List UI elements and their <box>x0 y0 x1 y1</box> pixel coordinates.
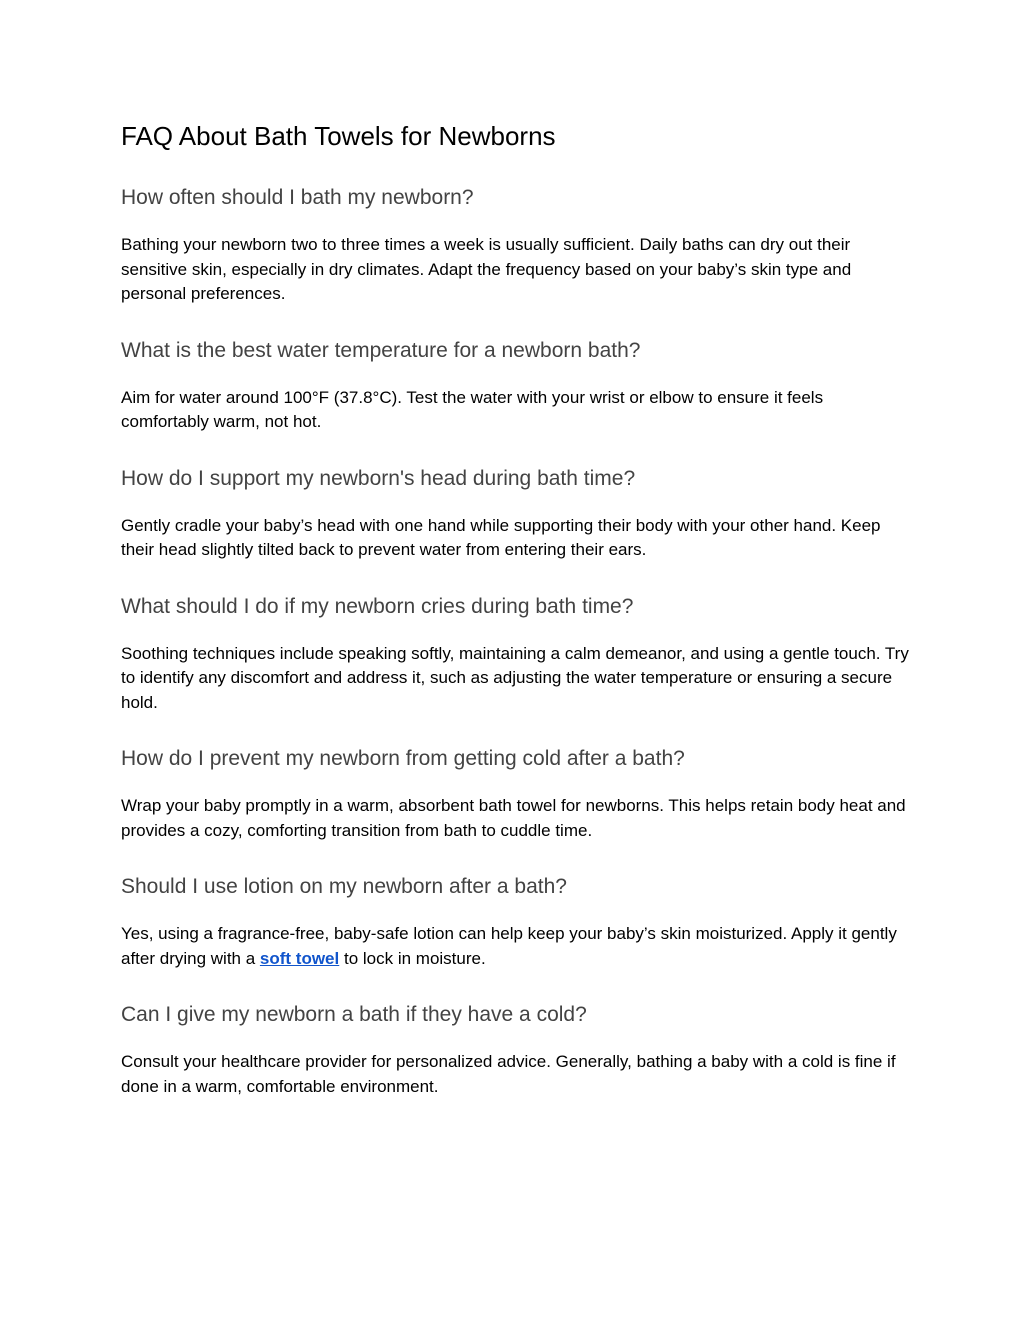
faq-question: How do I prevent my newborn from getting cold after a bath? <box>121 747 685 770</box>
faq-answer: Wrap your baby promptly in a warm, absorbent bath towel for newborns. This helps retain body heat and provides a cozy, comforting transition from bath to cuddle time. <box>121 796 906 840</box>
faq-item-bath-frequency <box>121 183 911 307</box>
faq-answer: Soothing techniques include speaking softly, maintaining a calm demeanor, and using a gentle touch. Try to identify any discomfort and address it, such as adjusting the water temperature or ensuring a secure hold. <box>121 643 909 712</box>
document-title: FAQ About Bath Towels for Newborns <box>121 121 556 151</box>
soft-towel-link[interactable]: soft towel <box>259 948 340 968</box>
faq-question: What should I do if my newborn cries during bath time? <box>121 594 634 618</box>
faq-answer: Aim for water around 100°F (37.8°C). Test the water with your wrist or elbow to ensure it feels comfortably warm, not hot. <box>121 387 824 431</box>
document-page <box>121 118 911 1128</box>
faq-question: How do I support my newborn's head during bath time? <box>121 466 636 490</box>
faq-question: Should I use lotion on my newborn after a bath? <box>121 875 567 898</box>
faq-question: Can I give my newborn a bath if they have a cold? <box>121 1003 587 1026</box>
faq-question: How often should I bath my newborn? <box>121 186 474 209</box>
faq-item-bath-with-cold <box>121 1000 911 1099</box>
faq-item-crying <box>121 592 911 716</box>
faq-answer: Gently cradle your baby’s head with one hand while supporting their body with your other hand. Keep their head slightly tilted back to prevent water from entering their ears. <box>121 515 881 559</box>
answer-text-before-link: Yes, using a fragrance-free, baby-safe lotion can help keep your baby’s skin moisturized. Apply it gently after drying with a <box>121 924 897 968</box>
faq-item-head-support <box>121 464 911 563</box>
faq-item-water-temperature <box>121 336 911 435</box>
faq-item-cold-after-bath <box>121 744 911 843</box>
faq-answer: Bathing your newborn two to three times a week is usually sufficient. Daily baths can dry out their sensitive skin, especially in dry climates. Adapt the frequency based on your baby’s skin type and personal preferences. <box>121 235 852 303</box>
faq-question: What is the best water temperature for a newborn bath? <box>121 338 641 362</box>
faq-answer: Consult your healthcare provider for personalized advice. Generally, bathing a baby with a cold is fine if done in a warm, comfortable environment. <box>121 1052 896 1096</box>
faq-answer <box>121 922 911 971</box>
answer-text-after-link: to lock in moisture. <box>339 948 486 968</box>
faq-item-lotion <box>121 872 911 971</box>
